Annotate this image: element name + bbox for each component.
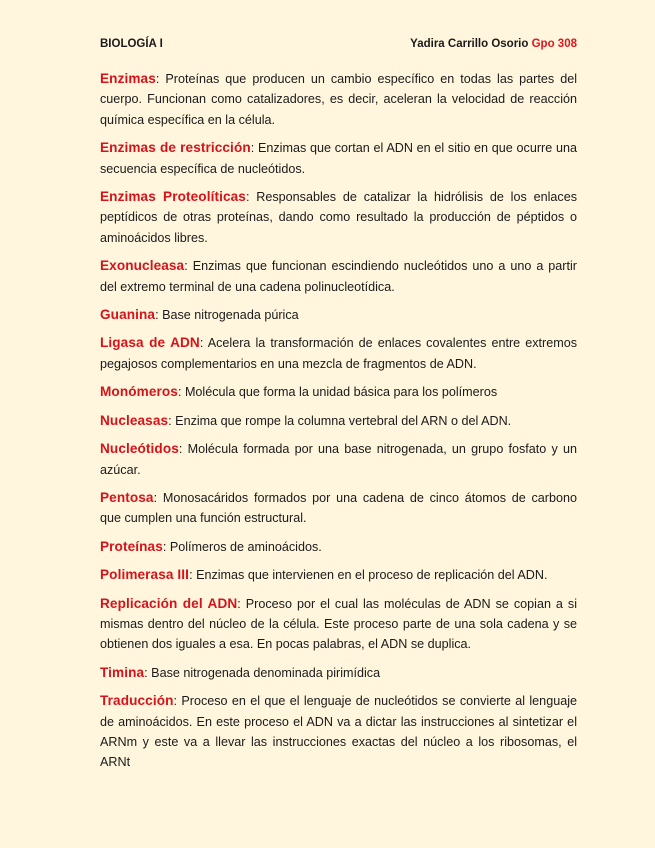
glossary-entry: Enzimas: Proteínas que producen un cambio específico en todas las partes del cuerpo. Funcionan como catalizadores, es decir, aceleran la velocidad de reacción química específica en la célula. [100,71,577,127]
glossary-definition: Enzimas que funcionan escindiendo nucleótidos uno a uno a partir del extremo terminal de una cadena polinucleotídica. [100,259,577,294]
glossary-definition: Base nitrogenada púrica [162,308,299,323]
glossary-term: Traducción [100,693,174,709]
glossary-definition: Polímeros de aminoácidos. [169,539,322,554]
glossary-entry: Polimerasa III: Enzimas que intervienen en el proceso de replicación del ADN. [100,567,548,583]
glossary-term: Nucleótidos [100,441,179,457]
glossary-entry: Monómeros: Molécula que forma la unidad básica para los polímeros [100,384,498,400]
glossary-entry: Enzimas de restricción: Enzimas que cortan el ADN en el sitio en que ocurre una secuencia específica de nucleótidos. [100,140,577,176]
glossary-entry: Proteínas: Polímeros de aminoácidos. [100,538,322,554]
glossary-term: Guanina [100,307,156,323]
author-name: Yadira Carrillo Osorio [410,38,529,50]
glossary-definition: Enzima que rompe la columna vertebral del ARN o del ADN. [175,413,512,428]
glossary-definition: Enzimas que cortan el ADN en el sitio en que ocurre una secuencia específica de nucleótidos. [100,141,577,176]
glossary-entry: Pentosa: Monosacáridos formados por una cadena de cinco átomos de carbono que cumplen una función estructural. [100,489,577,526]
glossary-definition: Monosacáridos formados por una cadena de cinco átomos de carbono que cumplen una función estructural. [100,490,577,526]
glossary-term: Pentosa [100,489,154,505]
glossary-term: Polimerasa III [100,567,190,583]
glossary-term: Ligasa de ADN [100,335,200,351]
glossary-entry: Traducción: Proceso en el que el lenguaje de nucleótidos se convierte al lenguaje de aminoácidos. En este proceso el ADN va a dictar las instrucciones al sintetizar el ARNm y este va a llevar las instrucciones exactas del núcleo a los ribosomas, el ARNt [100,693,578,770]
glossary-definition: Proceso por el cual las moléculas de ADN se copian a si mismas dentro del núcleo de la célula. Este proceso parte de una sola cadena y se obtienen dos iguales a esa. En pocas palabras, el ADN se duplica. [100,596,578,652]
glossary-term: Exonucleasa [100,258,185,274]
glossary-definition: Acelera la transformación de enlaces covalentes entre extremos pegajosos complementarios en una mezcla de fragmentos de ADN. [100,336,577,371]
glossary-entry: Exonucleasa: Enzimas que funcionan escindiendo nucleótidos uno a uno a partir del extremo terminal de una cadena polinucleotídica. [100,258,577,294]
glossary-definition: Proceso en el que el lenguaje de nucleótidos se convierte al lenguaje de aminoácidos. En este proceso el ADN va a dictar las instrucciones al sintetizar el ARNm y este va a llevar las instrucciones exactas del núcleo a los ribosomas, el ARNt [100,694,578,770]
glossary-term: Replicación del ADN [100,595,238,611]
glossary-definition: Base nitrogenada denominada pirimídica [151,665,381,680]
glossary-definition: Proteínas que producen un cambio específico en todas las partes del cuerpo. Funcionan como catalizadores, es decir, aceleran la velocidad de reacción química específica en la célula. [100,72,577,127]
glossary-entry: Nucleótidos: Molécula formada por una base nitrogenada, un grupo fosfato y un azúcar. [100,441,578,477]
group-label: Gpo 308 [531,38,577,50]
glossary-term: Enzimas [100,71,156,86]
glossary-definition: Molécula que forma la unidad básica para los polímeros [184,385,498,400]
page-header [100,38,577,50]
glossary-entry: Enzimas Proteolíticas: Responsables de catalizar la hidrólisis de los enlaces peptídicos de otras proteínas, dando como resultado la producción de péptidos o aminoácidos libres. [100,189,578,245]
glossary-term: Proteínas [100,538,163,554]
glossary-entry: Replicación del ADN: Proceso por el cual las moléculas de ADN se copian a si mismas dentro del núcleo de la célula. Este proceso parte de una sola cadena y se obtienen dos iguales a esa. En pocas palabras, el ADN se duplica. [100,595,578,652]
glossary-term: Enzimas de restricción [100,140,251,156]
glossary-definition: Enzimas que intervienen en el proceso de replicación del ADN. [196,568,548,583]
glossary-term: Enzimas Proteolíticas [100,189,246,205]
glossary-term: Nucleasas [100,412,169,428]
glossary-entry: Nucleasas: Enzima que rompe la columna vertebral del ARN o del ADN. [100,412,512,428]
course-title: BIOLOGÍA I [100,38,163,50]
glossary-entry: Guanina: Base nitrogenada púrica [100,307,299,323]
glossary [100,69,577,773]
glossary-definition: Responsables de catalizar la hidrólisis de los enlaces peptídicos de otras proteínas, dando como resultado la producción de péptidos o aminoácidos libres. [100,190,578,245]
author-line [410,38,577,50]
glossary-term: Timina [100,664,145,680]
glossary-entry: Timina: Base nitrogenada denominada pirimídica [100,664,381,680]
glossary-entry: Ligasa de ADN: Acelera la transformación de enlaces covalentes entre extremos pegajosos complementarios en una mezcla de fragmentos de ADN. [100,335,577,371]
glossary-definition: Molécula formada por una base nitrogenada, un grupo fosfato y un azúcar. [100,442,578,477]
glossary-term: Monómeros [100,384,178,400]
